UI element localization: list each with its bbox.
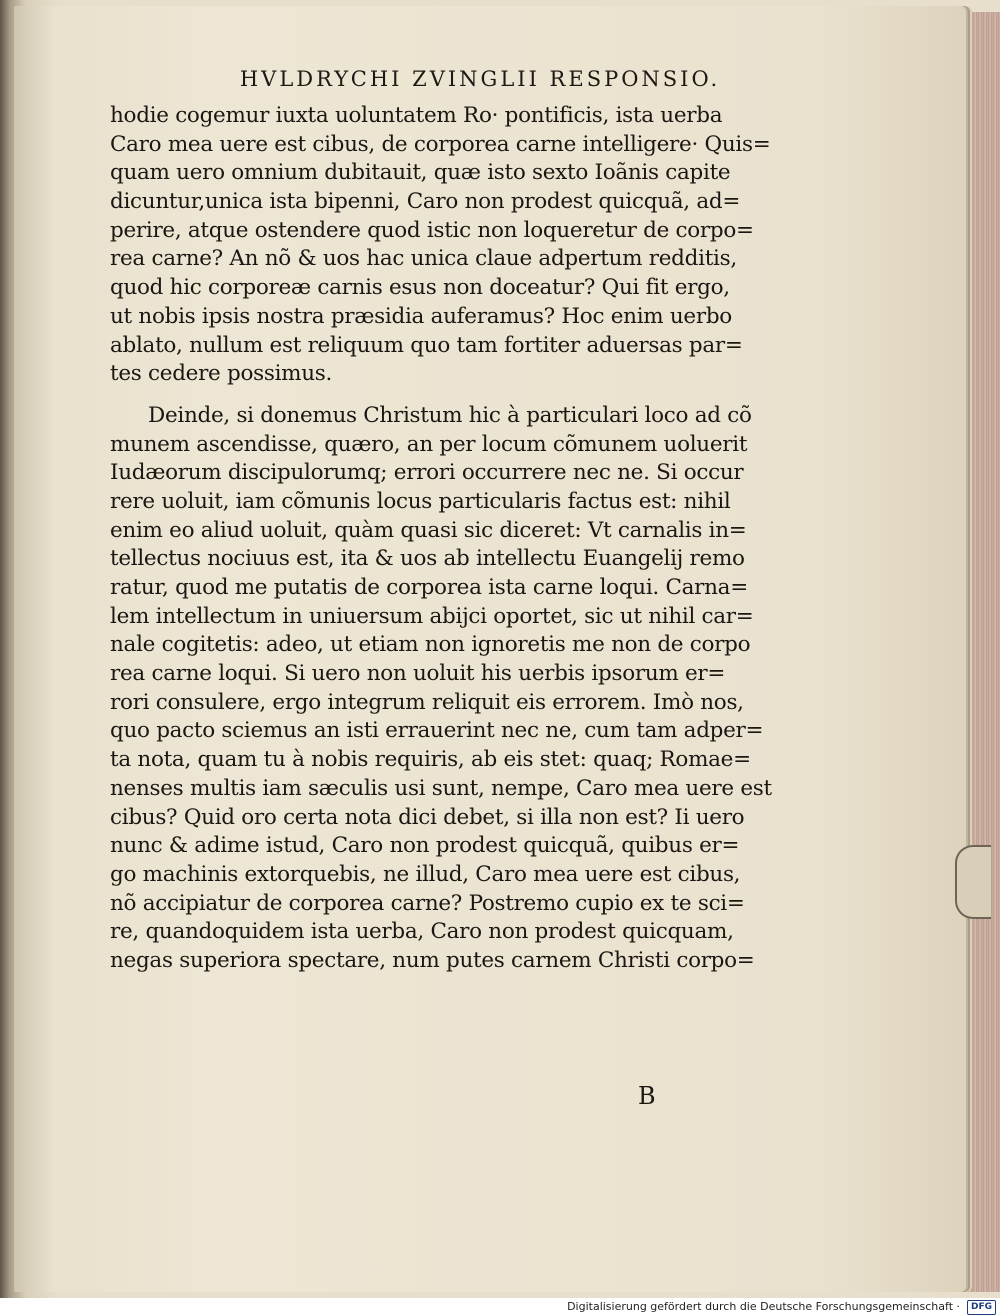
- text-line: quo pacto sciemus an isti errauerint nec ne, cum tam adper=: [110, 718, 764, 744]
- text-line: enim eo aliud uoluit, quàm quasi sic diceret: Vt carnalis in=: [110, 517, 747, 543]
- running-head: HVLDRYCHI ZVINGLII RESPONSIO.: [239, 67, 721, 91]
- paragraph-2: [110, 402, 770, 976]
- page-tab-notch: [955, 845, 991, 919]
- text-line: rea carne loqui. Si uero non uoluit his uerbis ipsorum er=: [110, 661, 726, 687]
- text-line: dicuntur,unica ista bipenni, Caro non prodest quicquã, ad=: [110, 189, 741, 215]
- paragraph-1: [110, 102, 770, 389]
- text-line: nenses multis iam sæculis usi sunt, nempe, Caro mea uere est: [110, 775, 772, 801]
- text-line: Deinde, si donemus Christum hic à particulari loco ad cõ: [148, 402, 752, 428]
- text-line: perire, atque ostendere quod istic non loqueretur de corpo=: [110, 217, 754, 243]
- text-line: rea carne? An nõ & uos hac unica claue adpertum redditis,: [110, 246, 737, 272]
- text-line: tes cedere possimus.: [110, 361, 333, 387]
- text-line: nunc & adime istud, Caro non prodest quicquã, quibus er=: [110, 833, 740, 859]
- text-line: re, quandoquidem ista uerba, Caro non prodest quicquam,: [110, 919, 734, 945]
- text-line: negas superiora spectare, num putes carnem Christi corpo=: [110, 947, 755, 973]
- signature-mark: B: [638, 1082, 656, 1110]
- dfg-logo: DFG: [967, 1300, 996, 1315]
- text-line: nõ accipiatur de corporea carne? Postremo cupio ex te sci=: [110, 890, 745, 916]
- text-line: ratur, quod me putatis de corporea ista carne loqui. Carna=: [110, 575, 748, 600]
- text-line: ut nobis ipsis nostra præsidia auferamus? Hoc enim uerbo: [110, 303, 732, 329]
- text-line: tellectus nociuus est, ita & uos ab intellectu Euangelij remo: [110, 546, 745, 572]
- text-line: rori consulere, ergo integrum reliquit eis errorem. Imò nos,: [110, 689, 744, 715]
- page-content: [110, 64, 770, 976]
- paragraph-gap: [110, 389, 770, 402]
- text-line: ta nota, quam tu à nobis requiris, ab eis stet: quaq; Romae=: [110, 747, 751, 773]
- page-edge-stack: [962, 12, 1000, 1292]
- text-line: quod hic corporeæ carnis esus non doceatur? Qui fit ergo,: [110, 275, 730, 301]
- digitization-footer: [0, 1298, 1000, 1315]
- text-line: nale cogitetis: adeo, ut etiam non ignoretis me non de corpo: [110, 632, 751, 658]
- text-line: hodie cogemur iuxta uoluntatem Ro· pontificis, ista uerba: [110, 103, 723, 128]
- text-line: Iudæorum discipulorumq; errori occurrere nec ne. Si occur: [110, 460, 744, 486]
- text-line: ablato, nullum est reliquum quo tam fortiter aduersas par=: [110, 332, 743, 358]
- text-line: go machinis extorquebis, ne illud, Caro mea uere est cibus,: [110, 861, 741, 887]
- text-line: cibus? Quid oro certa nota dici debet, si illa non est? Ii uero: [110, 804, 745, 830]
- text-line: quam uero omnium dubitauit, quæ isto sexto Ioãnis capite: [110, 160, 731, 186]
- text-line: rere uoluit, iam cõmunis locus particularis factus est: nihil: [110, 488, 731, 514]
- text-line: Caro mea uere est cibus, de corporea carne intelligere· Quis=: [110, 131, 771, 157]
- text-line: lem intellectum in uniuersum abijci oportet, sic ut nihil car=: [110, 603, 754, 629]
- footer-credit: Digitalisierung gefördert durch die Deutsche Forschungsgemeinschaft ·: [567, 1300, 960, 1313]
- text-line: munem ascendisse, quæro, an per locum cõmunem uoluerit: [110, 431, 748, 457]
